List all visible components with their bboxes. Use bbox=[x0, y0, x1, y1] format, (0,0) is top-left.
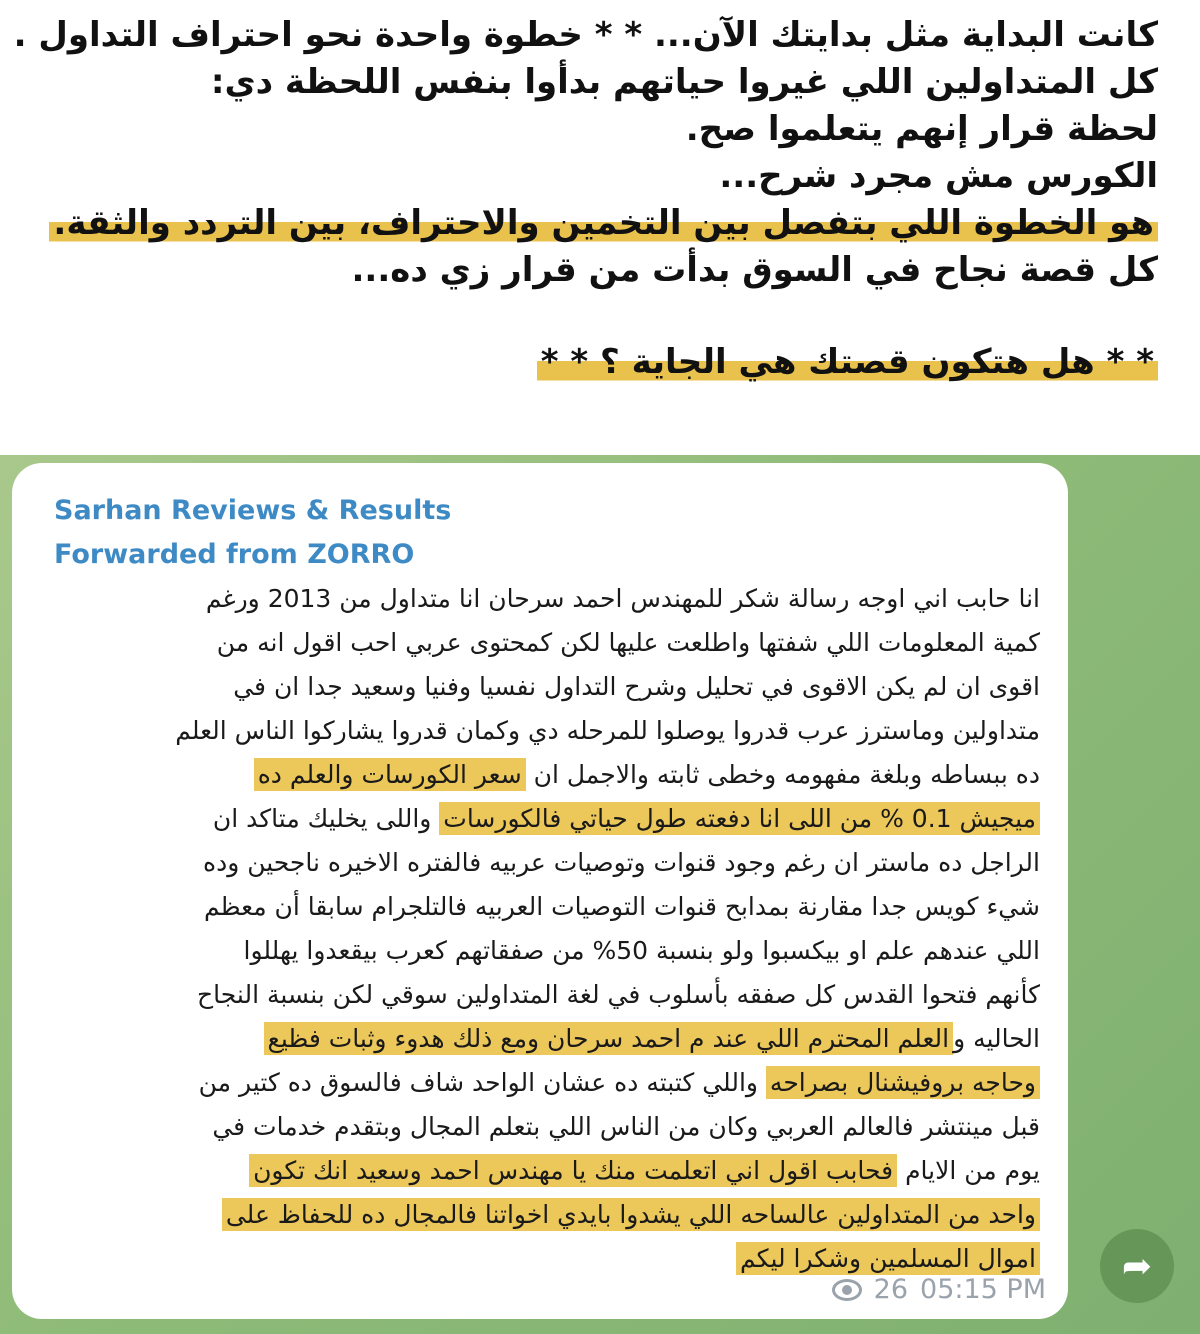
message-body bbox=[40, 577, 1040, 1281]
text-segment: متداولين وماسترز عرب قدروا يوصلوا للمرحله دي وكمان قدروا يشاركوا الناس العلم bbox=[175, 716, 1040, 745]
share-arrow-icon: ➦ bbox=[1121, 1245, 1153, 1287]
text-segment: واللى يخليك متاكد ان bbox=[212, 804, 440, 833]
text-line bbox=[13, 12, 1158, 59]
forwarded-from[interactable]: Forwarded from ZORRO bbox=[54, 539, 415, 570]
view-count: 26 bbox=[873, 1274, 909, 1305]
text-segment: الكورس مش مجرد شرح... bbox=[719, 156, 1158, 196]
highlighted-text: فحابب اقول اني اتعلمت منك يا مهندس احمد وسعيد انك تكون bbox=[249, 1154, 897, 1187]
text-segment: قبل مينتشر فالعالم العربي وكان من الناس اللي بتعلم المجال وبتقدم خدمات في bbox=[212, 1112, 1040, 1141]
text-line bbox=[40, 665, 1040, 709]
channel-name[interactable]: Sarhan Reviews & Results bbox=[54, 495, 452, 526]
highlighted-text: العلم المحترم اللي عند م احمد سرحان ومع ذلك هدوء وثبات فظيع bbox=[264, 1022, 954, 1055]
text-segment: كانت البداية مثل بدايتك الآن... * * خطوة واحدة نحو احتراف التداول . bbox=[13, 15, 1158, 55]
highlighted-text: واحد من المتداولين عالساحه اللي يشدوا بايدي اخواتنا فالمجال ده للحفاظ على bbox=[222, 1198, 1040, 1231]
share-button[interactable] bbox=[1100, 1229, 1174, 1303]
text-line bbox=[38, 339, 1158, 386]
telegram-chat-background bbox=[0, 455, 1200, 1334]
spacer bbox=[38, 294, 1158, 339]
text-segment: الحاليه و bbox=[953, 1024, 1040, 1053]
text-line bbox=[38, 247, 1158, 294]
text-line bbox=[40, 1149, 1040, 1193]
text-line bbox=[40, 929, 1040, 973]
text-line bbox=[40, 1193, 1040, 1237]
highlighted-text: سعر الكورسات والعلم ده bbox=[254, 758, 526, 791]
intro-text bbox=[13, 12, 1158, 386]
text-line bbox=[40, 709, 1040, 753]
text-segment: يوم من الايام bbox=[897, 1156, 1040, 1185]
text-line bbox=[40, 1061, 1040, 1105]
message-bubble bbox=[12, 463, 1068, 1319]
highlighted-text: وحاجه بروفيشنال بصراحه bbox=[766, 1066, 1040, 1099]
text-segment: كل قصة نجاح في السوق بدأت من قرار زي ده... bbox=[351, 250, 1158, 290]
text-line bbox=[40, 885, 1040, 929]
text-segment: واللي كتبته ده عشان الواحد شاف فالسوق ده كتير من bbox=[198, 1068, 766, 1097]
text-segment: لحظة قرار إنهم يتعلموا صح. bbox=[685, 109, 1158, 149]
message-time: 05:15 PM bbox=[920, 1274, 1046, 1305]
text-segment: كمية المعلومات اللي شفتها واطلعت عليها لكن كمحتوى عربي احب اقول انه من bbox=[216, 628, 1040, 657]
text-segment: اقوى ان لم يكن الاقوى في تحليل وشرح التداول نفسيا وفنيا وسعيد جدا ان في bbox=[233, 672, 1040, 701]
highlighted-text: ميجيش 0.1 % من اللى انا دفعته طول حياتي فالكورسات bbox=[439, 802, 1040, 835]
text-line bbox=[40, 1105, 1040, 1149]
text-line bbox=[40, 753, 1040, 797]
text-line bbox=[38, 59, 1158, 106]
text-segment: الراجل ده ماستر ان رغم وجود قنوات وتوصيات عربيه فالفتره الاخيره ناجحين وده bbox=[202, 848, 1040, 877]
text-segment: كأنهم فتحوا القدس كل صفقه بأسلوب في لغة المتداولين سوقي لكن بنسبة النجاح bbox=[197, 980, 1040, 1009]
text-line bbox=[38, 200, 1158, 247]
message-meta bbox=[832, 1274, 1046, 1305]
highlighted-text: * * هل هتكون قصتك هي الجاية ؟ * * bbox=[537, 342, 1158, 382]
text-line bbox=[40, 973, 1040, 1017]
text-line bbox=[40, 621, 1040, 665]
text-line bbox=[40, 841, 1040, 885]
text-line bbox=[38, 106, 1158, 153]
text-line bbox=[38, 153, 1158, 200]
text-line bbox=[40, 577, 1040, 621]
text-segment: اللي عندهم علم او بيكسبوا ولو بنسبة 50% من صفقاتهم كعرب بيقعدوا يهللوا bbox=[243, 936, 1040, 965]
eye-icon bbox=[832, 1279, 862, 1301]
highlighted-text: اموال المسلمين وشكرا ليكم bbox=[736, 1242, 1040, 1275]
text-segment: انا حابب اني اوجه رسالة شكر للمهندس احمد سرحان انا متداول من 2013 ورغم bbox=[205, 584, 1040, 613]
text-line bbox=[40, 1017, 1040, 1061]
text-segment: شيء كويس جدا مقارنة بمدابح قنوات التوصيات العربيه فالتلجرام سابقا أن معظم bbox=[204, 892, 1040, 921]
text-segment: ده ببساطه وبلغة مفهومه وخطى ثابته والاجمل ان bbox=[525, 760, 1040, 789]
highlighted-text: هو الخطوة اللي بتفصل بين التخمين والاحتراف، بين التردد والثقة. bbox=[49, 203, 1158, 243]
text-segment: كل المتداولين اللي غيروا حياتهم بدأوا بنفس اللحظة دي: bbox=[210, 62, 1158, 102]
text-line bbox=[40, 797, 1040, 841]
